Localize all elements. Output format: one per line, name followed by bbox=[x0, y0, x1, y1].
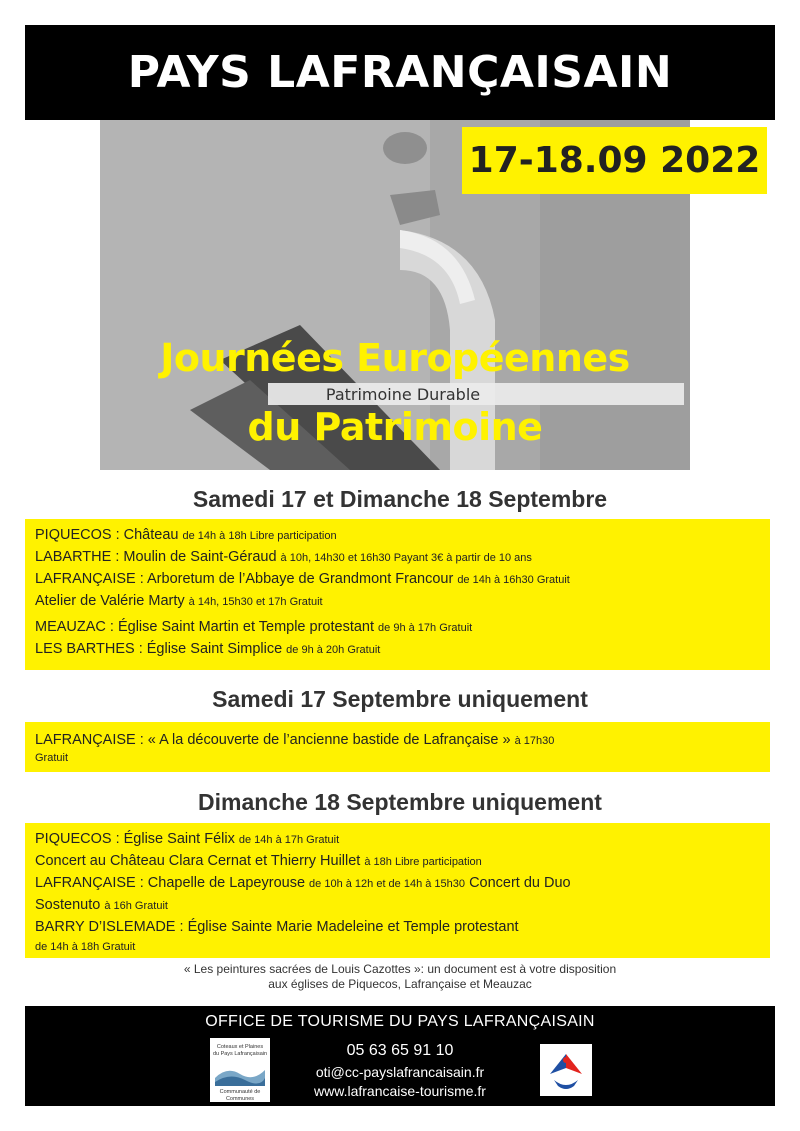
schedule-row bbox=[35, 851, 760, 873]
section-title-both-days: Samedi 17 et Dimanche 18 Septembre bbox=[192, 486, 608, 512]
date-text: 17-18.09 2022 bbox=[468, 140, 761, 181]
schedule-row bbox=[35, 639, 760, 661]
venue-label: PIQUECOS : Église Saint Félix bbox=[35, 831, 235, 847]
schedule-row bbox=[35, 617, 760, 639]
venue-detail: Gratuit bbox=[35, 752, 69, 764]
tourism-office-icon bbox=[540, 1044, 592, 1096]
page-title: PAYS LAFRANÇAISAIN bbox=[127, 47, 673, 98]
venue-label: LABARTHE : Moulin de Saint-Géraud bbox=[35, 549, 277, 565]
venue-label: LAFRANÇAISE : Chapelle de Lapeyrouse bbox=[35, 875, 306, 891]
venue-label: PIQUECOS : Château bbox=[35, 527, 179, 543]
event-title-line2: du Patrimoine bbox=[247, 405, 543, 449]
office-name: OFFICE DE TOURISME DU PAYS LAFRANÇAISAIN bbox=[205, 1013, 595, 1030]
schedule-row bbox=[35, 938, 760, 955]
schedule-row bbox=[35, 591, 760, 613]
venue-detail: à 10h, 14h30 et 16h30 Payant 3€ à partir de 10 ans bbox=[280, 552, 532, 564]
email-link[interactable]: oti@cc-payslafrancaisain.fr bbox=[315, 1064, 485, 1080]
schedule-row bbox=[35, 895, 760, 917]
schedule-row bbox=[35, 829, 760, 851]
note-line2: aux églises de Piquecos, Lafrançaise et Meauzac bbox=[268, 977, 532, 991]
event-title-line1: Journées Européennes bbox=[160, 336, 630, 380]
venue-label: BARRY D’ISLEMADE : Église Sainte Marie Madeleine et Temple protestant bbox=[35, 919, 519, 935]
venue-label: MEAUZAC : Église Saint Martin et Temple protestant bbox=[35, 619, 375, 635]
tourism-logo bbox=[540, 1044, 592, 1096]
logo-text: Coteaux et Plaines bbox=[216, 1044, 264, 1050]
header-bar bbox=[25, 25, 775, 120]
venue-detail: de 9h à 20h Gratuit bbox=[286, 644, 381, 656]
footer bbox=[25, 1006, 775, 1106]
venue-detail: de 14h à 17h Gratuit bbox=[238, 834, 340, 846]
venue-label: LES BARTHES : Église Saint Simplice bbox=[35, 641, 283, 657]
venue-detail: de 9h à 17h Gratuit bbox=[378, 622, 473, 634]
venue-detail: à 18h Libre participation bbox=[364, 856, 482, 868]
phone-number[interactable]: 05 63 65 91 10 bbox=[346, 1042, 454, 1059]
venue-label-extra: Concert du Duo bbox=[469, 875, 571, 891]
venue-label: Sostenuto bbox=[35, 897, 101, 913]
schedule-row bbox=[35, 569, 760, 591]
website-link[interactable]: www.lafrancaise-tourisme.fr bbox=[314, 1083, 486, 1099]
venue-label: LAFRANÇAISE : « A la découverte de l’ancienne bastide de Lafrançaise » bbox=[35, 732, 511, 748]
schedule-row bbox=[35, 917, 760, 938]
venue-detail: à 17h30 bbox=[514, 735, 555, 747]
section-title-saturday: Samedi 17 Septembre uniquement bbox=[212, 686, 588, 712]
venue-label: Atelier de Valérie Marty bbox=[35, 593, 185, 609]
venue-label: LAFRANÇAISE : Arboretum de l’Abbaye de Grandmont Francour bbox=[35, 571, 454, 587]
schedule-box-saturday bbox=[25, 722, 770, 772]
note-line1: « Les peintures sacrées de Louis Cazottes »: un document est à votre disposition bbox=[183, 962, 617, 976]
schedule-box-both-days bbox=[25, 519, 770, 670]
venue-detail: de 10h à 12h et de 14h à 15h30 bbox=[309, 878, 466, 890]
venue-detail: à 16h Gratuit bbox=[104, 900, 168, 912]
venue-detail: de 14h à 18h Libre participation bbox=[182, 530, 337, 542]
schedule-row bbox=[35, 547, 760, 569]
logo-text: Communauté de Communes bbox=[219, 1089, 261, 1102]
schedule-row bbox=[35, 873, 760, 895]
schedule-row bbox=[35, 525, 760, 547]
logo-text: du Pays Lafrançaisain bbox=[212, 1051, 268, 1057]
venue-label: Concert au Château Clara Cernat et Thierry Huillet bbox=[35, 853, 361, 869]
section-title-sunday: Dimanche 18 Septembre uniquement bbox=[198, 789, 602, 815]
venue-detail: de 14h à 16h30 Gratuit bbox=[457, 574, 570, 586]
schedule-row bbox=[35, 751, 760, 764]
venue-detail: de 14h à 18h Gratuit bbox=[35, 941, 136, 953]
date-badge bbox=[462, 127, 767, 194]
theme-label: Patrimoine Durable bbox=[325, 385, 481, 404]
schedule-row bbox=[35, 730, 760, 751]
venue-detail: à 14h, 15h30 et 17h Gratuit bbox=[188, 596, 323, 608]
schedule-box-sunday bbox=[25, 823, 770, 958]
